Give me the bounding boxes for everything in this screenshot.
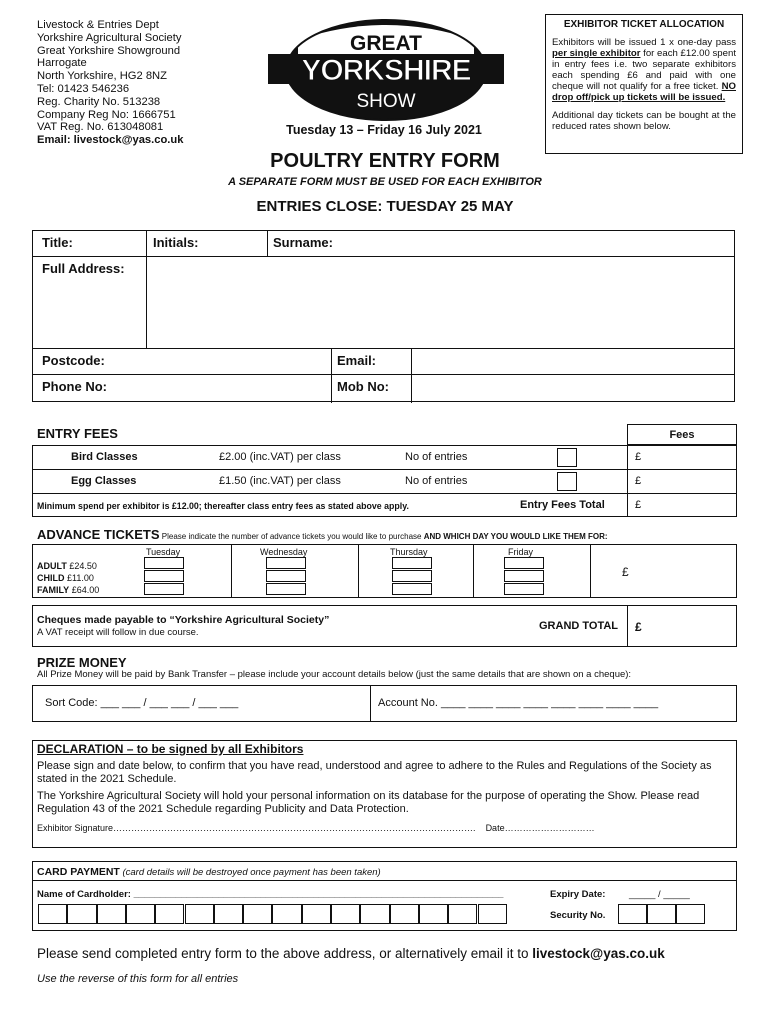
initials-field[interactable]: [208, 231, 263, 256]
card-number-digit-6[interactable]: [185, 904, 214, 924]
address-block: [37, 19, 183, 147]
allocation-title: EXHIBITOR TICKET ALLOCATION: [563, 19, 725, 30]
security-digit-2[interactable]: [647, 904, 676, 924]
form-title: POULTRY ENTRY FORM: [270, 150, 500, 172]
expiry-date-label: Expiry Date:: [550, 889, 606, 900]
surname-label: Surname:: [273, 235, 333, 250]
account-number-field[interactable]: Account No. ____ ____ ____ ____ ____ ____ ____ ____: [378, 697, 659, 709]
allocation-para1: Exhibitors will be issued 1 x one-day pass per single exhibitor for each £12.00 spent in entry fees i.e. two separate exhibitors each spending £6 and paid with one cheque will not qualify for a free ticket. NO drop off/pick up tickets will be issued.: [552, 37, 736, 103]
card-number-digit-3[interactable]: [97, 904, 126, 924]
day-wednesday: Wednesday: [260, 547, 308, 557]
bank-details-box: [32, 685, 737, 722]
advance-tickets-table: [32, 544, 737, 598]
grand-total-currency: £: [635, 620, 642, 634]
card-number-digit-15[interactable]: [448, 904, 477, 924]
cheque-grand-total-box: [32, 605, 737, 647]
ticket-adult: ADULT £24.50: [37, 561, 97, 571]
adult-tuesday-input[interactable]: [144, 557, 184, 569]
bird-classes-label: Bird Classes: [71, 451, 138, 463]
cardholder-name-field[interactable]: Name of Cardholder: ______________________________________________________________________: [37, 889, 504, 900]
egg-entries-label: No of entries: [405, 475, 468, 487]
email-label: Email:: [337, 353, 377, 368]
full-address-label: Full Address:: [42, 261, 125, 276]
logo-show-text: SHOW: [356, 91, 416, 112]
phone-label: Phone No:: [42, 379, 107, 394]
fees-column-heading: Fees: [627, 424, 737, 445]
grand-total-input[interactable]: [645, 608, 735, 644]
egg-classes-label: Egg Classes: [71, 475, 137, 487]
mob-label: Mob No:: [337, 379, 389, 394]
child-thursday-input[interactable]: [392, 570, 432, 582]
address-email: Email: livestock@yas.co.uk: [37, 134, 184, 147]
family-tuesday-input[interactable]: [144, 583, 184, 595]
address-line: Company Reg No: 1666751: [37, 108, 176, 121]
card-number-digit-2[interactable]: [67, 904, 96, 924]
child-tuesday-input[interactable]: [144, 570, 184, 582]
sort-code-field[interactable]: Sort Code: ___ ___ / ___ ___ / ___ ___: [45, 697, 239, 709]
email-field[interactable]: [413, 349, 733, 373]
egg-fee-input[interactable]: [645, 471, 735, 492]
cheque-payable-text: Cheques made payable to “Yorkshire Agricultural Society”: [37, 614, 330, 626]
entries-close: ENTRIES CLOSE: TUESDAY 25 MAY: [256, 198, 514, 215]
great-yorkshire-show-logo: [268, 14, 504, 122]
logo-great-text: GREAT: [350, 32, 422, 55]
surname-field[interactable]: [343, 231, 733, 256]
card-number-digit-10[interactable]: [302, 904, 331, 924]
footer-reverse-note: Use the reverse of this form for all entries: [37, 973, 239, 985]
minimum-spend-note: Minimum spend per exhibitor is £12.00; thereafter class entry fees as stated above apply.: [37, 501, 409, 511]
ticket-child: CHILD £11.00: [37, 573, 94, 583]
card-number-digit-16[interactable]: [478, 904, 507, 924]
card-number-digit-4[interactable]: [126, 904, 155, 924]
child-friday-input[interactable]: [504, 570, 544, 582]
title-field[interactable]: [73, 231, 143, 256]
initials-label: Initials:: [153, 235, 199, 250]
card-number-digit-9[interactable]: [272, 904, 301, 924]
card-number-digit-1[interactable]: [38, 904, 67, 924]
advance-total-input[interactable]: [633, 549, 733, 593]
adult-thursday-input[interactable]: [392, 557, 432, 569]
expiry-date-field[interactable]: _____ / _____: [629, 889, 690, 900]
bird-entries-input[interactable]: [557, 448, 577, 467]
card-payment-heading: CARD PAYMENT (card details will be destroyed once payment has been taken): [37, 866, 381, 878]
ticket-allocation-box: [545, 14, 743, 154]
prize-money-heading: PRIZE MONEY: [37, 655, 127, 670]
address-line: VAT Reg. No. 613048081: [37, 121, 164, 134]
card-payment-box: [32, 861, 737, 931]
card-number-digit-7[interactable]: [214, 904, 243, 924]
show-dates: Tuesday 13 – Friday 16 July 2021: [286, 123, 482, 137]
card-number-digit-12[interactable]: [360, 904, 389, 924]
declaration-para1: Please sign and date below, to confirm that you have read, understood and agree to adhere to the Rules and Regulations of the Society as stated in the 2021 Schedule.: [37, 760, 712, 785]
day-tuesday: Tuesday: [146, 547, 181, 557]
card-number-digit-11[interactable]: [331, 904, 360, 924]
child-wednesday-input[interactable]: [266, 570, 306, 582]
postcode-label: Postcode:: [42, 353, 105, 368]
bird-fee-input[interactable]: [645, 447, 735, 468]
egg-entries-input[interactable]: [557, 472, 577, 491]
declaration-box: [32, 740, 737, 848]
address-line: Great Yorkshire Showground: [37, 44, 181, 57]
allocation-para2: Additional day tickets can be bought at the reduced rates shown below.: [552, 110, 736, 132]
bird-classes-price: £2.00 (inc.VAT) per class: [219, 451, 341, 463]
address-line: Reg. Charity No. 513238: [37, 95, 161, 108]
prize-money-note: All Prize Money will be paid by Bank Transfer – please include your account details below (just the same details that are shown on a cheque):: [37, 669, 632, 680]
date-field[interactable]: Date…………………………: [485, 823, 595, 833]
advance-tickets-heading: ADVANCE TICKETS Please indicate the number of advance tickets you would like to purchase AND WHICH DAY YOU WOULD LIKE THEM FOR:: [37, 527, 608, 542]
full-address-field[interactable]: [148, 257, 733, 347]
security-digit-1[interactable]: [618, 904, 647, 924]
signature-line[interactable]: Exhibitor Signature…………………………………………………………………………………………………………. Date…………………………: [37, 823, 595, 833]
entry-fees-total-currency: £: [635, 499, 642, 511]
declaration-heading: DECLARATION – to be signed by all Exhibitors: [37, 742, 304, 756]
entry-fees-total-input[interactable]: [645, 495, 735, 515]
entry-fees-table: [32, 445, 737, 517]
address-line: Harrogate: [37, 57, 87, 70]
adult-wednesday-input[interactable]: [266, 557, 306, 569]
footer-email: livestock@yas.co.uk: [532, 946, 665, 961]
grand-total-label: GRAND TOTAL: [539, 620, 619, 632]
postcode-field[interactable]: [148, 349, 330, 373]
address-line: Tel: 01423 546236: [37, 82, 130, 95]
family-wednesday-input[interactable]: [266, 583, 306, 595]
bird-entries-label: No of entries: [405, 451, 468, 463]
declaration-para2: The Yorkshire Agricultural Society will hold your personal information on its database for the purpose of operating the Show. Please read Regulation 43 of the 2021 Schedule regarding Publicity and Data Protection.: [37, 790, 700, 815]
address-line: North Yorkshire, HG2 8NZ: [37, 70, 167, 83]
advance-total-currency: £: [622, 565, 629, 579]
exhibitor-details-box: [32, 230, 735, 402]
entry-fees-heading: ENTRY FEES: [37, 426, 118, 441]
card-number-digit-13[interactable]: [390, 904, 419, 924]
family-friday-input[interactable]: [504, 583, 544, 595]
family-thursday-input[interactable]: [392, 583, 432, 595]
address-line: Yorkshire Agricultural Society: [37, 31, 182, 44]
card-number-digit-8[interactable]: [243, 904, 272, 924]
title-label: Title:: [42, 235, 73, 250]
egg-fee-currency: £: [635, 475, 642, 487]
day-friday: Friday: [508, 547, 534, 557]
card-number-digit-14[interactable]: [419, 904, 448, 924]
address-line: Livestock & Entries Dept: [37, 19, 159, 31]
card-number-digit-5[interactable]: [155, 904, 184, 924]
ticket-family: FAMILY £64.00: [37, 585, 100, 595]
vat-receipt-text: A VAT receipt will follow in due course.: [37, 627, 199, 638]
footer-instructions: Please send completed entry form to the above address, or alternatively email it to livestock@yas.co.uk: [37, 946, 665, 961]
egg-classes-price: £1.50 (inc.VAT) per class: [219, 475, 341, 487]
logo-yorkshire-text: YORKSHIRE: [301, 54, 471, 87]
form-subtitle: A SEPARATE FORM MUST BE USED FOR EACH EXHIBITOR: [228, 176, 542, 188]
mob-field[interactable]: [413, 375, 733, 401]
day-thursday: Thursday: [390, 547, 428, 557]
phone-field[interactable]: [148, 375, 330, 401]
entry-fees-total-label: Entry Fees Total: [520, 499, 605, 511]
bird-fee-currency: £: [635, 451, 642, 463]
security-number-label: Security No.: [550, 910, 606, 921]
adult-friday-input[interactable]: [504, 557, 544, 569]
security-digit-3[interactable]: [676, 904, 705, 924]
